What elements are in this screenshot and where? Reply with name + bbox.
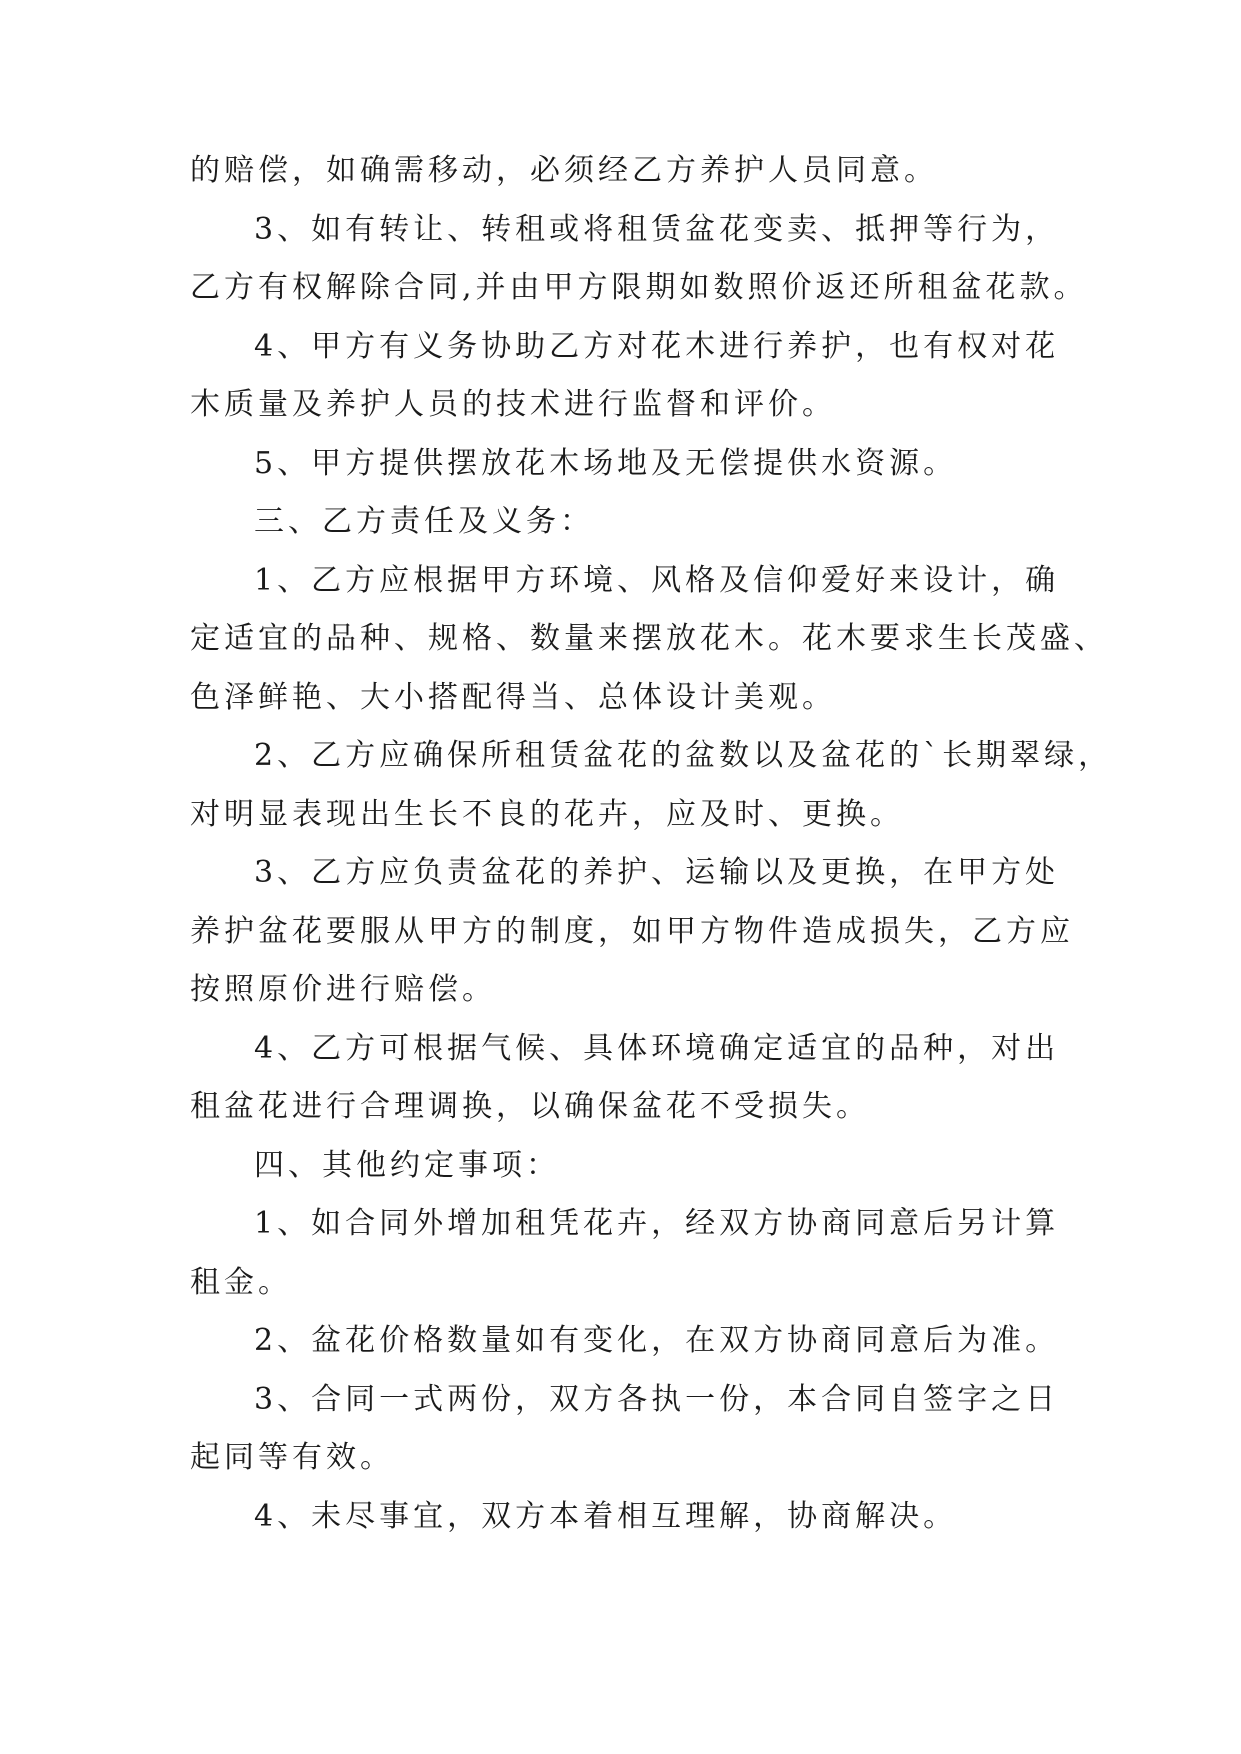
contract-text-line: 4、乙方可根据气候、具体环境确定适宜的品种，对出 — [254, 1030, 1060, 1066]
contract-text-line: 3、如有转让、转租或将租赁盆花变卖、抵押等行为， — [254, 211, 1060, 247]
contract-text-line: 租金。 — [190, 1264, 292, 1300]
contract-body-text — [190, 153, 1113, 1560]
contract-text-line: 色泽鲜艳、大小搭配得当、总体设计美观。 — [190, 679, 836, 715]
contract-text-line: 养护盆花要服从甲方的制度，如甲方物件造成损失，乙方应 — [190, 913, 1074, 949]
contract-text-line: 起同等有效。 — [190, 1440, 394, 1475]
contract-text-line: 租盆花进行合理调换，以确保盆花不受损失。 — [190, 1089, 870, 1124]
contract-text-line: 3、乙方应负责盆花的养护、运输以及更换，在甲方处 — [254, 855, 1060, 890]
contract-text-line: 1、如合同外增加租凭花卉，经双方协商同意后另计算 — [254, 1206, 1060, 1241]
contract-text-line: 对明显表现出生长不良的花卉，应及时、更换。 — [190, 796, 904, 832]
contract-text-line: 定适宜的品种、规格、数量来摆放花木。花木要求生长茂盛、 — [190, 621, 1108, 656]
contract-text-line: 三、乙方责任及义务： — [254, 504, 594, 539]
contract-text-line: 3、合同一式两份，双方各执一份，本合同自签字之日 — [254, 1381, 1060, 1417]
contract-text-line: 乙方有权解除合同,并由甲方限期如数照价返还所租盆花款。 — [190, 270, 1088, 305]
contract-text-line: 5、甲方提供摆放花木场地及无偿提供水资源。 — [254, 445, 958, 481]
contract-text-line: 4、未尽事宜，双方本着相互理解，协商解决。 — [254, 1498, 958, 1534]
contract-text-line: 木质量及养护人员的技术进行监督和评价。 — [190, 387, 836, 422]
contract-text-line: 按照原价进行赔偿。 — [190, 972, 496, 1007]
contract-text-line: 4、甲方有义务协助乙方对花木进行养护，也有权对花 — [254, 328, 1060, 364]
contract-text-line: 2、乙方应确保所租赁盆花的盆数以及盆花的`长期翠绿， — [254, 738, 1113, 773]
contract-text-line: 四、其他约定事项： — [254, 1147, 560, 1183]
contract-text-line: 2、盆花价格数量如有变化，在双方协商同意后为准。 — [254, 1323, 1060, 1358]
contract-text-line: 1、乙方应根据甲方环境、风格及信仰爱好来设计，确 — [254, 562, 1060, 598]
contract-text-line: 的赔偿，如确需移动，必须经乙方养护人员同意。 — [190, 153, 938, 188]
